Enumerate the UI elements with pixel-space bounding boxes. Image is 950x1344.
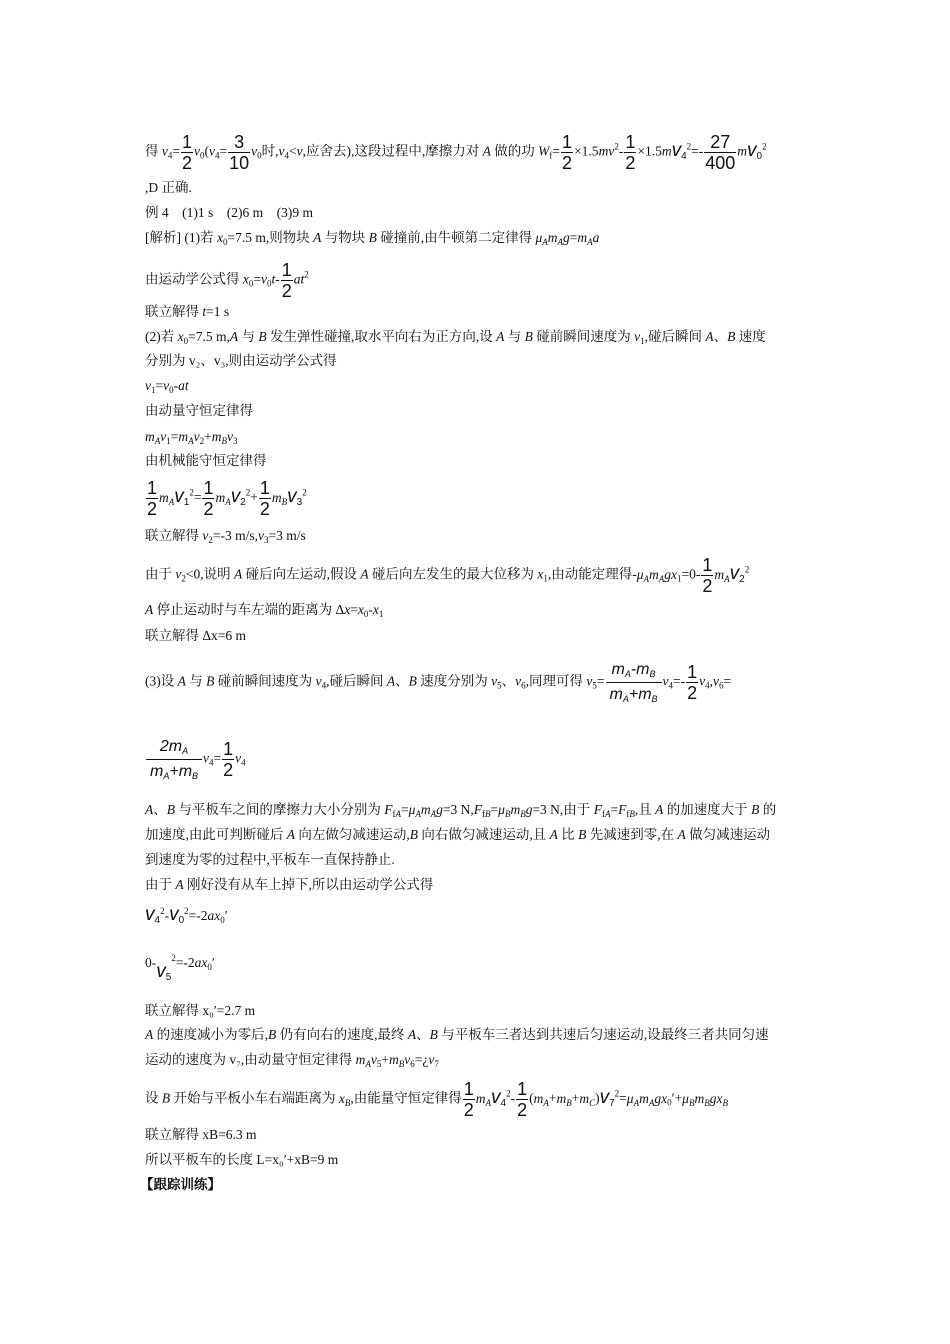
eq-line-11: $m_Av_1=m_Av_2+m_Bv_3$: [145, 429, 238, 446]
text-line-2: ,D 正确.: [145, 180, 192, 195]
text-line-15: 由于 $v_2<0$,说明 A 碰后向左运动,假设 A 碰后向左发生的最大位移为 $x_1$,由动能定理得$-\mu_Am_Agx_1=0-$ $\frac{1}{2}$ $m_Av_2^2$: [145, 555, 750, 596]
text-line-21: 加速度,由此可判断碰后 A 向左做匀减速运动,B 向右做匀减速运动,且 A 比 B 先减速到零,在 A 做匀减速运动: [145, 827, 771, 842]
fraction: $\frac{3}{10}$: [229, 132, 250, 173]
text: 时,: [261, 143, 279, 159]
text-line-12: 由机械能守恒定律得: [145, 453, 267, 468]
text-line-26: 联立解得 x₀′=2.7 m: [145, 1003, 256, 1018]
text: ×1.5: [574, 143, 599, 159]
eq-line-24: $v_4^2-v_0^2=-2ax_0'$: [145, 904, 228, 926]
eq-line-1: 得 $v_4=$ $\frac{1}{2}$ $v_0(v_4=$ $\frac{3}{10}$ $v_0$时$,v_4<v$,应舍去),这段过程中,摩擦力对 A 做的功 $W_f=$ $\frac{1}{2}$ $\times 1.5mv^2-$ $\frac{1}{2}$ $\times 1.5mv_4^2=-$ $\frac{27}{400}$ $mv_0^2$: [145, 132, 767, 173]
text-line-22: 到速度为零的过程中,平板车一直保持静止.: [145, 852, 395, 867]
fraction: $\frac{1}{2}$: [562, 132, 573, 173]
section-heading: 【跟踪训练】: [140, 1177, 221, 1192]
text-line-29: 设 B 开始与平板小车右端距离为 $x_B$,由能量守恒定律得 $\frac{1}{2}$ $m_Av_4^2-$ $\frac{1}{2}$ $(m_A+m_B+m_C)v_7^2=\mu_Am_Agx_0'+\mu_Bm_Bgx_B$: [145, 1079, 728, 1120]
text-line-23: 由于 A 刚好没有从车上掉下,所以由运动学公式得: [145, 877, 434, 892]
eq-line-25: $0-v_5^2=-2ax_0'$: [145, 953, 215, 983]
text-line-5: 由运动学公式得 $x_0=v_0t-$ $\frac{1}{2}$ $at^2$: [145, 260, 309, 301]
fraction: $\frac{1}{2}$: [625, 132, 636, 173]
text-line-31: 所以平板车的长度 L=x₀′+xB=9 m: [145, 1152, 339, 1167]
text-line-17: 联立解得 Δx=6 m: [145, 628, 247, 643]
text-line-6: 联立解得 t=1 s: [145, 304, 230, 319]
answer-line: 例 4 (1)1 s (2)6 m (3)9 m: [145, 205, 313, 220]
text: ×1.5: [637, 143, 662, 159]
text-line-8: 分别为 v₂、v₃,则由运动学公式得: [145, 353, 337, 368]
text: 得: [145, 143, 162, 159]
fraction: $\frac{27}{400}$: [705, 132, 736, 173]
text-line-10: 由动量守恒定律得: [145, 403, 253, 418]
text-line-4: [解析] (1)若 $x_0=7.5$ m,则物块 A 与物块 B 碰撞前,由牛顿第二定律得 $\mu_Am_Ag=m_Aa$: [145, 230, 600, 247]
text: 做的功: [494, 143, 535, 159]
text-line-14: 联立解得 $v_2=-3$ $m/s,v_3=3$ m/s: [145, 528, 306, 545]
text-line-30: 联立解得 xB=6.3 m: [145, 1127, 257, 1142]
fraction: $\frac{1}{2}$: [281, 260, 292, 301]
eq-line-19: $\frac{2m_A}{m_A+m_B}$ $v_4=$ $\frac{1}{2}$ $v_4$: [145, 735, 246, 784]
text-line-27: A 的速度减小为零后,B 仍有向右的速度,最终 A、B 与平板车三者达到共速后匀速运动,设最终三者共同匀速: [145, 1027, 769, 1042]
fraction: $\frac{1}{2}$: [182, 132, 193, 173]
text-line-7: (2)若 $x_0=7.5$ m,A 与 B 发生弹性碰撞,取水平向右为正方向,设 A 与 B 碰前瞬间速度为 $v_1$,碰后瞬间 A、B 速度: [145, 329, 766, 346]
text-line-28: 运动的速度为 v₇,由动量守恒定律得 $m_Av_5+m_Bv_6=¿v_7$: [145, 1052, 439, 1069]
text-line-18: (3)设 A 与 B 碰前瞬间速度为 $v_4$,碰后瞬间 A、B 速度分别为 $v_5$、$v_6$,同理可得 $v_5=$ $\frac{m_A-m_B}{m_A+m_B}$ $v_4=-$ $\frac{1}{2}$ $v_4,v_6=$: [145, 658, 731, 707]
text-line-16: A 停止运动时与车左端的距离为 $\Delta x=x_0-x_1$: [145, 602, 384, 619]
eq-line-9: $v_1=v_0-at$: [145, 378, 189, 395]
eq-line-13: $\frac{1}{2}$ $m_Av_1^2=$ $\frac{1}{2}$ $m_Av_2^2+$ $\frac{1}{2}$ $m_Bv_3^2$: [147, 478, 307, 519]
text-line-20: A、B 与平板车之间的摩擦力大小分别为 $F_{fA}=\mu_Am_Ag=3$ $N,F_{fB}=\mu_Bm_Bg=3$ N,由于 $F_{fA}=F_{fB}$,且 A 的加速度大于 B 的: [145, 802, 777, 819]
text: 应舍去),这段过程中,摩擦力对: [306, 143, 480, 159]
